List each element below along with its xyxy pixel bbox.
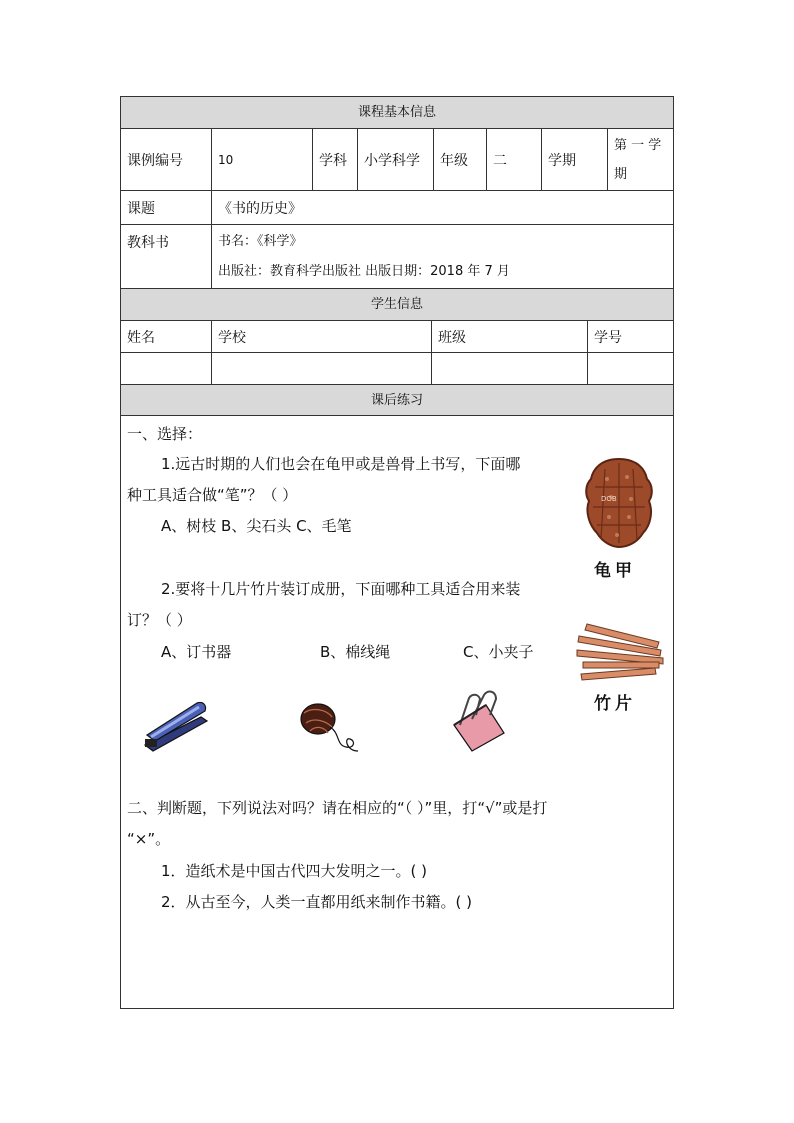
basic-info-row	[121, 129, 673, 191]
topic-row	[121, 191, 673, 225]
worksheet-table	[120, 96, 674, 1009]
thread-ball-image	[296, 697, 366, 757]
term-value	[608, 129, 673, 190]
q2-line1: 2.要将十几片竹片装订成册，下面哪种工具适合用来装	[161, 580, 521, 598]
q2-option-c: C、小夹子	[463, 643, 534, 661]
term-label: 学期	[542, 129, 608, 190]
textbook-publisher: 出版社：教育科学出版社 出版日期：2018 年 7 月	[218, 263, 510, 279]
grade-label: 年级	[434, 129, 487, 190]
section1-title: 一、选择：	[127, 425, 203, 443]
q1-line1: 1.远古时期的人们也会在龟甲或是兽骨上书写，下面哪	[161, 455, 521, 473]
section2-line2: “×”。	[127, 830, 171, 848]
svg-text:DOB: DOB	[601, 495, 617, 503]
school-field[interactable]	[212, 353, 432, 384]
student-info-labels-row	[121, 321, 673, 353]
textbook-name: 书名：《科学》	[218, 233, 303, 249]
class-field[interactable]	[432, 353, 588, 384]
q1-options: A、树枝 B、尖石头 C、毛笔	[161, 517, 352, 535]
judgment-2: 2．从古至今，人类一直都用纸来制作书籍。( )	[161, 893, 473, 911]
q2-option-b: B、棉线绳	[320, 643, 391, 661]
student-info-values-row	[121, 353, 673, 385]
class-label: 班级	[432, 321, 588, 352]
case-no-label: 课例编号	[121, 129, 212, 190]
basic-info-header: 课程基本信息	[121, 97, 673, 129]
subject-label: 学科	[313, 129, 358, 190]
q2-line2: 订？（ ）	[127, 611, 192, 629]
grade-value: 二	[487, 129, 542, 190]
tortoise-shell-image	[581, 455, 657, 551]
case-no-value: 10	[212, 129, 313, 190]
q1-line2: 种工具适合做“笔”？（ ）	[127, 486, 298, 504]
binder-clip-image	[446, 685, 512, 755]
bamboo-slips-image	[573, 620, 665, 682]
topic-value: 《书的历史》	[218, 200, 302, 217]
judgment-1: 1．造纸术是中国古代四大发明之一。( )	[161, 862, 428, 880]
student-id-label: 学号	[594, 329, 622, 346]
school-label: 学校	[212, 321, 432, 352]
student-id-field[interactable]	[588, 353, 673, 384]
section2-line1: 二、判断题，下列说法对吗？请在相应的“（ ）”里，打“√”或是打	[127, 799, 548, 817]
term-value-line2: 期	[614, 166, 628, 182]
exercise-header: 课后练习	[121, 385, 673, 416]
q2-option-a: A、订书器	[161, 643, 232, 661]
textbook-row	[121, 225, 673, 289]
student-info-header: 学生信息	[121, 289, 673, 321]
textbook-value	[212, 225, 673, 288]
stapler-image	[141, 695, 211, 755]
name-field[interactable]	[121, 353, 212, 384]
bamboo-caption: 竹片	[594, 694, 636, 714]
name-label: 姓名	[121, 321, 212, 352]
subject-value: 小学科学	[358, 129, 434, 190]
topic-label: 课题	[121, 191, 212, 224]
term-value-line1: 第 一 学	[614, 137, 662, 153]
exercise-body	[121, 415, 673, 1008]
shell-caption: 龟甲	[594, 561, 636, 581]
textbook-label: 教科书	[121, 225, 212, 288]
